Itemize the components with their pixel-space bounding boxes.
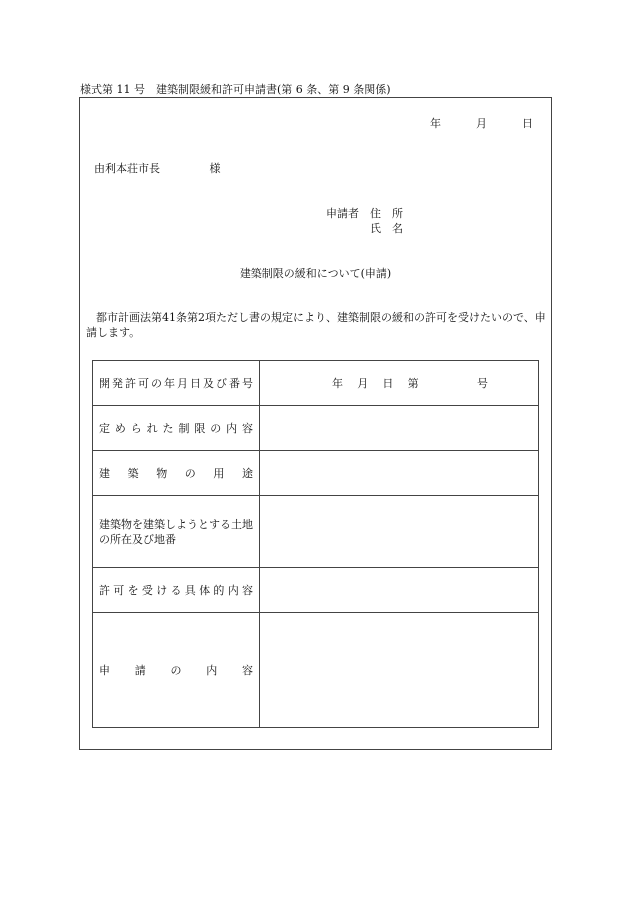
addressee [94, 160, 221, 176]
land-location-value[interactable] [260, 496, 539, 568]
row-label-application-content: 申請の内容 [93, 613, 260, 728]
permit-details-value[interactable] [260, 568, 539, 613]
applicant-role-label: 申請者 [326, 207, 359, 220]
row-label-permit-date-number: 開発許可の年月日及び番号 [93, 361, 260, 406]
table-row [93, 568, 539, 613]
table-row [93, 613, 539, 728]
addressee-name: 由利本荘市長 [94, 162, 160, 175]
form-number-title: 様式第 11 号 建築制限緩和許可申請書(第 6 条、第 9 条関係) [80, 83, 391, 96]
application-statement: 都市計画法第41条第2項ただし書の規定により、建築制限の緩和の許可を受けたいので、申請します。 [86, 311, 546, 339]
building-use-value[interactable] [260, 451, 539, 496]
permit-year-label: 年 [332, 377, 343, 390]
permit-dai-label: 第 [407, 377, 419, 390]
table-row [93, 496, 539, 568]
document-subject: 建築制限の緩和について(申請) [239, 267, 392, 280]
applicant-block [326, 206, 403, 236]
table-row [93, 451, 539, 496]
restriction-content-value[interactable] [260, 406, 539, 451]
applicant-name-label: 氏 名 [370, 222, 403, 235]
table-row [93, 406, 539, 451]
submission-date [430, 115, 533, 131]
application-content-value[interactable] [260, 613, 539, 728]
date-year-label: 年 [430, 117, 441, 130]
applicant-address-label: 住 所 [370, 207, 403, 220]
permit-month-label: 月 [357, 377, 369, 390]
addressee-honorific: 様 [209, 162, 221, 175]
table-row [93, 361, 539, 406]
date-month-label: 月 [476, 117, 487, 130]
permit-gou-label: 号 [476, 377, 488, 390]
row-label-land-location: 建築物を建築しようとする土地の所在及び地番 [93, 496, 260, 568]
row-label-restriction-content: 定められた制限の内容 [93, 406, 260, 451]
permit-day-label: 日 [382, 377, 394, 390]
application-details-table [92, 360, 539, 728]
permit-date-number-value[interactable] [260, 361, 539, 406]
application-form-frame [79, 97, 552, 750]
row-label-permit-details: 許可を受ける具体的内容 [93, 568, 260, 613]
date-day-label: 日 [522, 117, 533, 130]
row-label-building-use: 建築物の用途 [93, 451, 260, 496]
